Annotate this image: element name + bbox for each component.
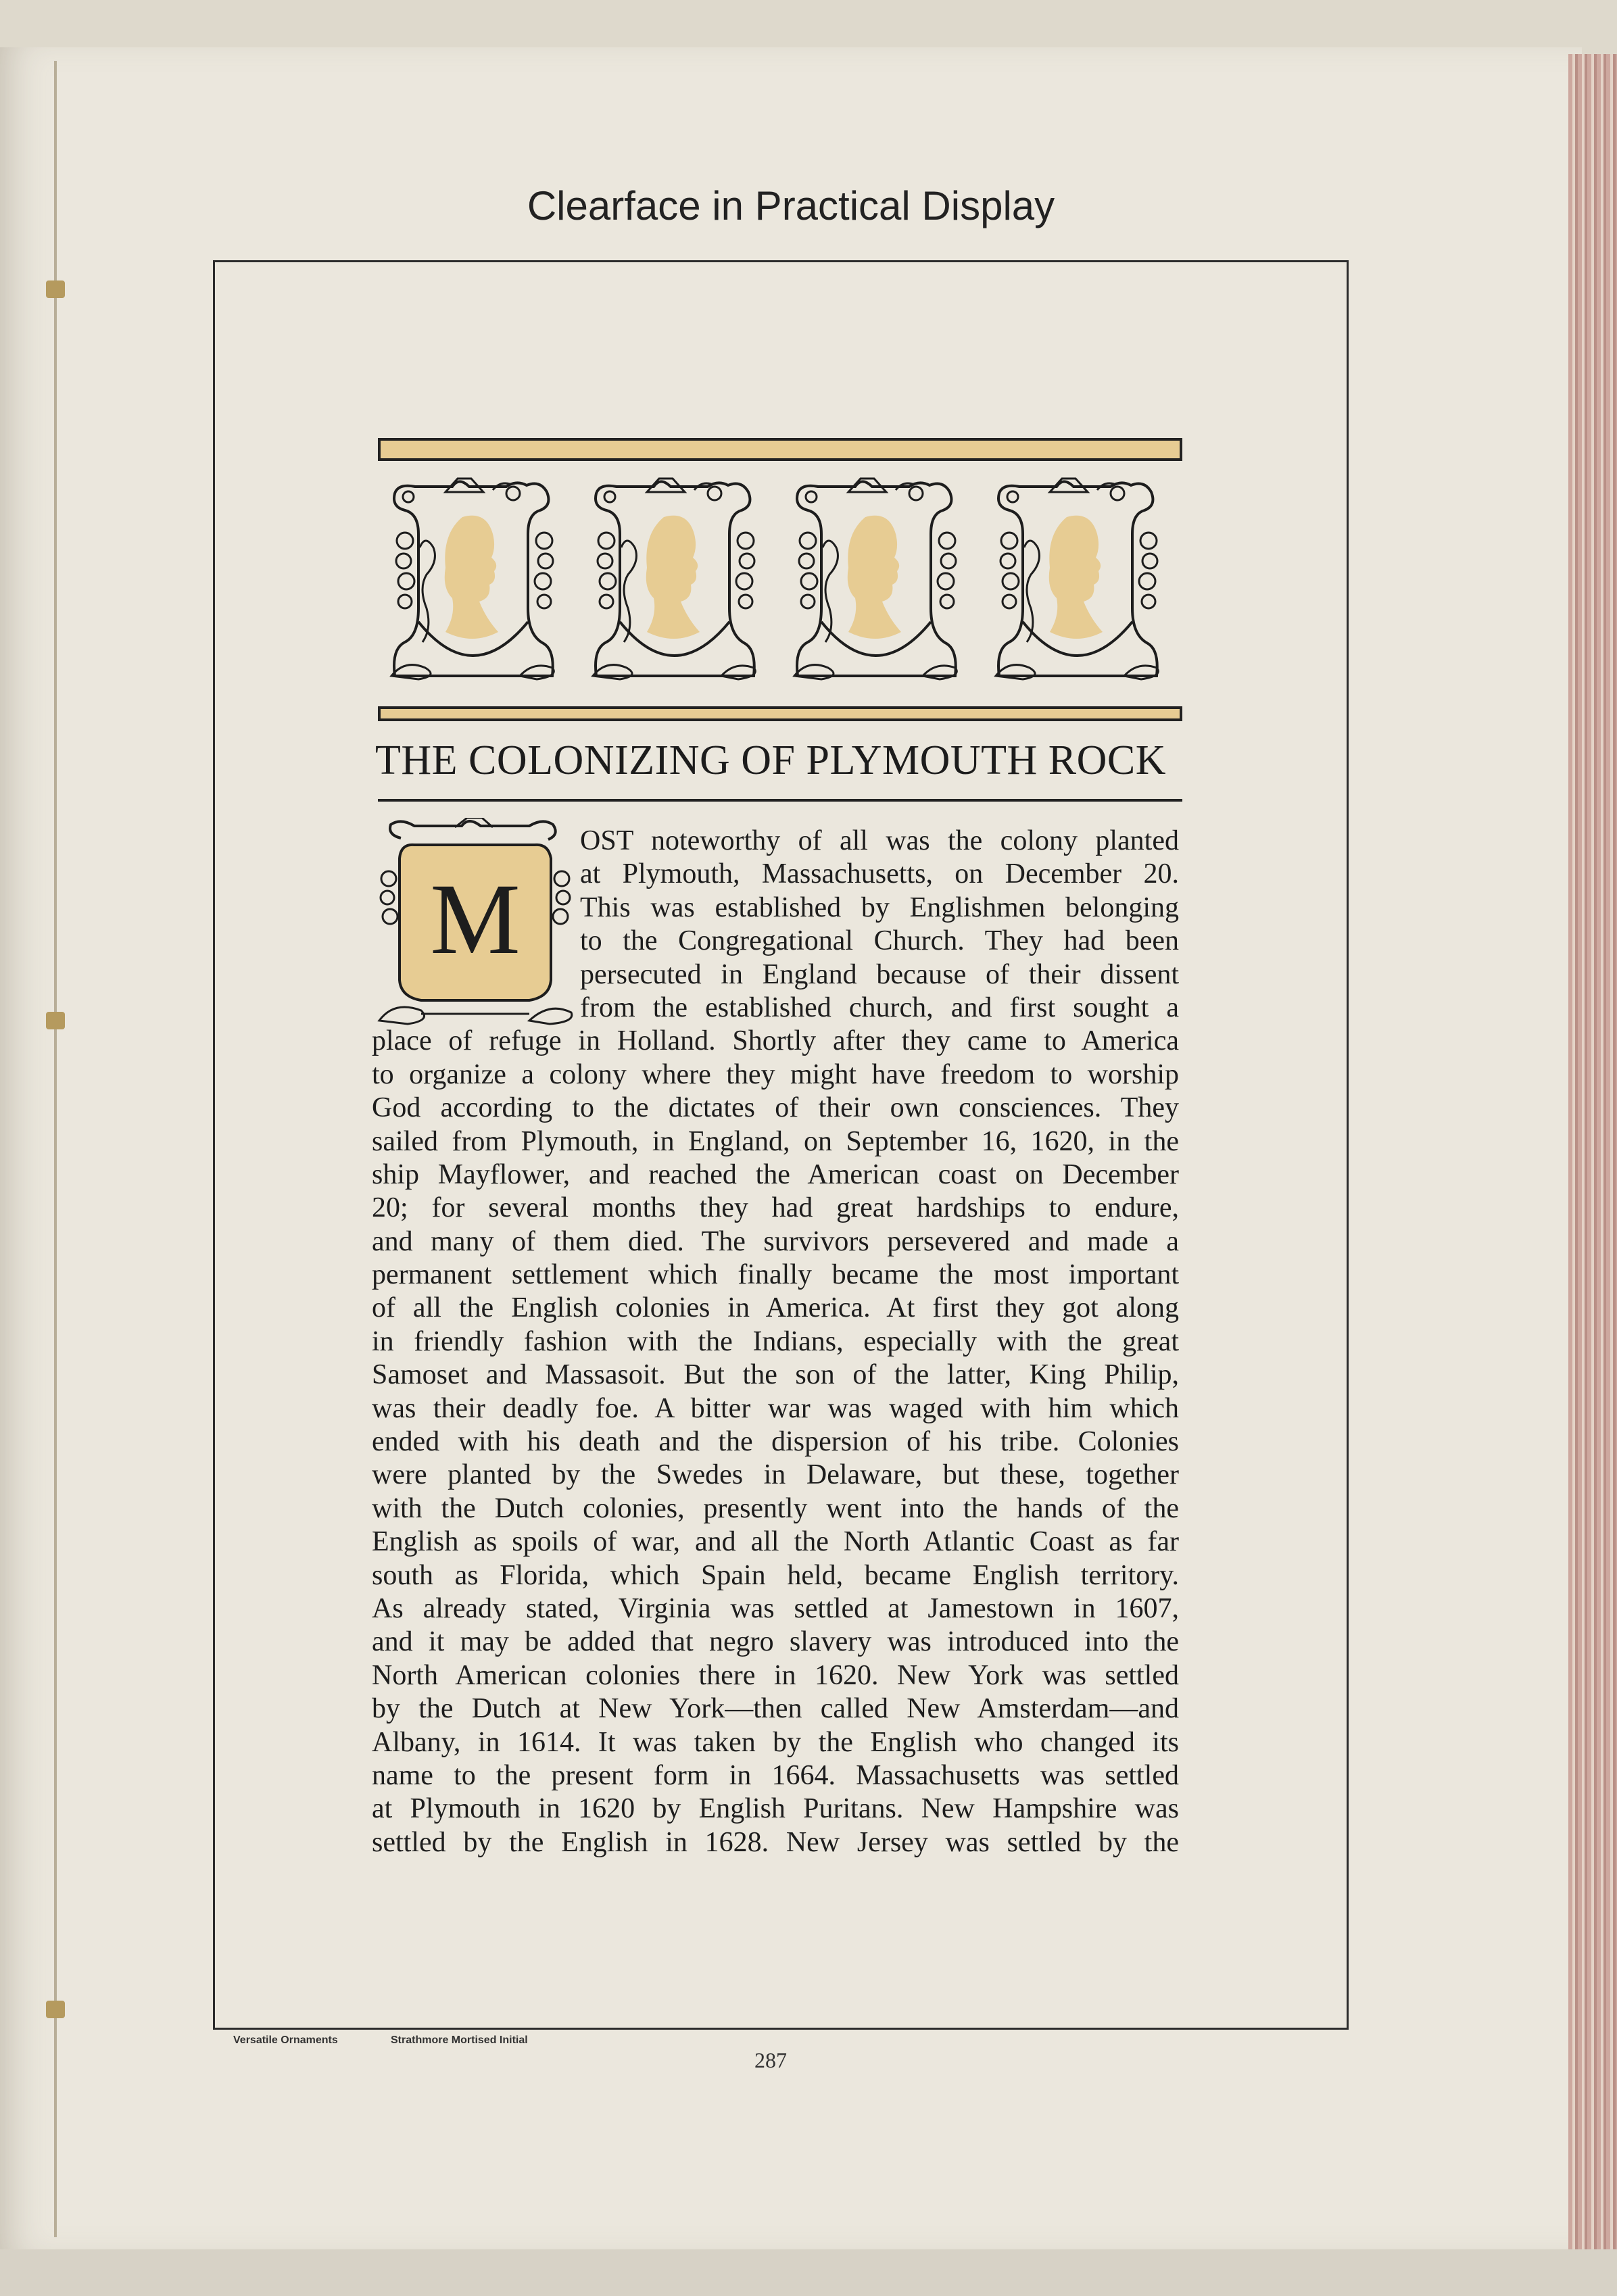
profile-medallion-icon [996, 479, 1158, 679]
gold-rule-bottom [378, 706, 1182, 721]
text-line: ship Mayflower, and reached the American coast on December [372, 1158, 1179, 1190]
text-line: by the Dutch at New York—then called New Amsterdam—and [372, 1693, 1179, 1725]
text-line: sailed from Plymouth, in England, on September 16, 1620, in the [372, 1125, 1179, 1157]
credit-ornaments: Versatile Ornaments [233, 2034, 338, 2046]
profile-medallion-icon [794, 479, 957, 679]
text-line: and many of them died. The survivors persevered and made a [372, 1225, 1179, 1257]
binding-crease [54, 61, 57, 2237]
text-line: OST noteworthy of all was the colony planted [580, 825, 1179, 856]
headline: THE COLONIZING OF PLYMOUTH ROCK [375, 737, 1167, 783]
text-line: to organize a colony where they might have freedom to worship [372, 1058, 1179, 1090]
text-line: with the Dutch colonies, presently went into the hands of the [372, 1492, 1179, 1524]
text-line: permanent settlement which finally became the most important [372, 1259, 1179, 1291]
credit-initial: Strathmore Mortised Initial [391, 2034, 528, 2046]
headline-rule [378, 799, 1182, 802]
text-line: 20; for several months they had great hardships to endure, [372, 1192, 1179, 1224]
text-line: to the Congregational Church. They had been [580, 925, 1179, 957]
text-line: ended with his death and the dispersion of his tribe. Colonies [372, 1426, 1179, 1458]
text-line: from the established church, and first sought a [580, 992, 1179, 1023]
text-line: English as spoils of war, and all the North Atlantic Coast as far [372, 1526, 1179, 1558]
text-line: As already stated, Virginia was settled at Jamestown in 1607, [372, 1592, 1179, 1624]
text-line: This was established by Englishmen belonging [580, 891, 1179, 923]
binding-tab [46, 1012, 65, 1029]
profile-medallion-icon [391, 479, 554, 679]
binding-tab [46, 2001, 65, 2018]
text-line: and it may be added that negro slavery was introduced into the [372, 1626, 1179, 1658]
page-number: 287 [754, 2048, 787, 2072]
text-line: settled by the English in 1628. New Jersey was settled by the [372, 1826, 1179, 1858]
text-line: persecuted in England because of their dissent [580, 958, 1179, 990]
page-edges [1568, 54, 1617, 2251]
ornamental-border [378, 473, 1182, 689]
text-line: was their deadly foe. A bitter war was waged with him which [372, 1392, 1179, 1424]
profile-medallion-icon [593, 479, 755, 679]
gold-rule-top [378, 438, 1182, 461]
text-line: south as Florida, which Spain held, became English territory. [372, 1559, 1179, 1591]
text-line: of all the English colonies in America. At first they got along [372, 1292, 1179, 1324]
text-line: at Plymouth, Massachusetts, on December 20. [580, 858, 1179, 890]
body-text [372, 825, 1179, 1859]
initial-letter: M [430, 863, 521, 975]
binding-tab [46, 280, 65, 298]
running-head: Clearface in Practical Display [527, 183, 1055, 228]
text-line: in friendly fashion with the Indians, especially with the great [372, 1325, 1179, 1357]
text-line: North American colonies there in 1620. New York was settled [372, 1659, 1179, 1691]
text-line: place of refuge in Holland. Shortly after they came to America [372, 1025, 1179, 1057]
text-line: Albany, in 1614. It was taken by the English who changed its [372, 1726, 1179, 1758]
text-line: God according to the dictates of their own consciences. They [372, 1092, 1179, 1124]
page-bottom-edge [0, 2249, 1617, 2296]
text-line: at Plymouth in 1620 by English Puritans. New Hampshire was [372, 1793, 1179, 1825]
text-line: were planted by the Swedes in Delaware, but these, together [372, 1459, 1179, 1491]
text-line: Samoset and Massasoit. But the son of the latter, King Philip, [372, 1359, 1179, 1391]
text-line: name to the present form in 1664. Massachusetts was settled [372, 1759, 1179, 1791]
